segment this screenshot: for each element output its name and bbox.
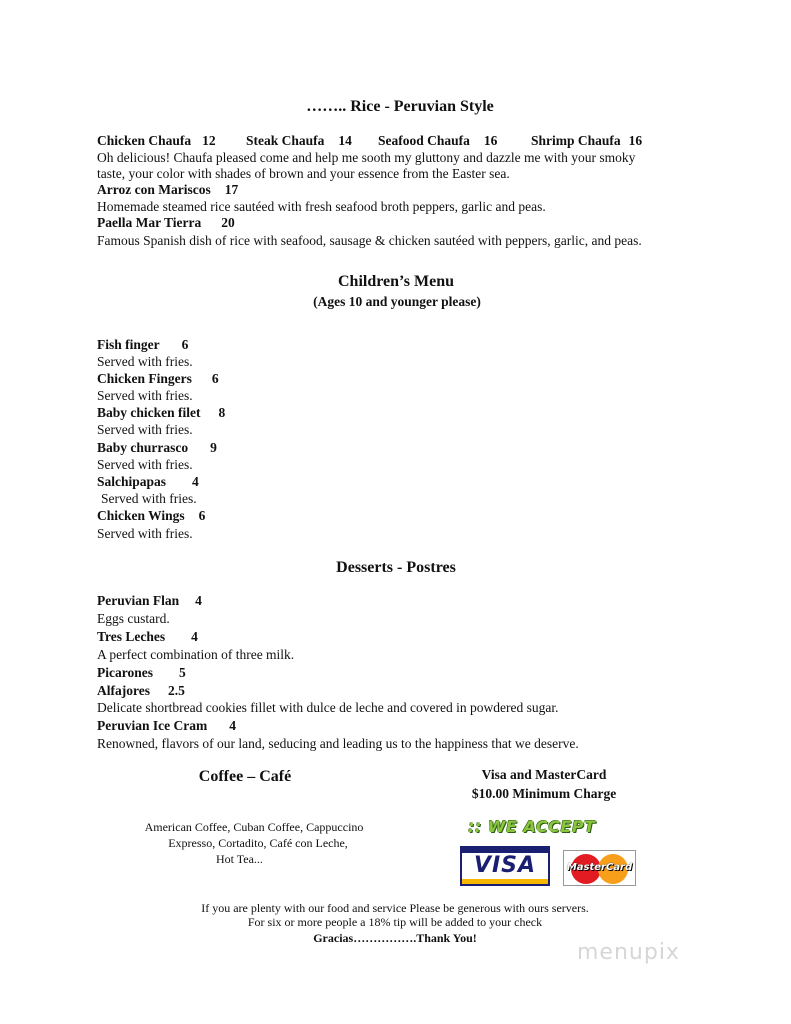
- chaufa-description: Oh delicious! Chaufa pleased come and help me sooth my gluttony and dazzle me with your smoky: [97, 150, 636, 165]
- menupix-watermark: menupix: [577, 940, 680, 965]
- item-description: Delicate shortbread cookies fillet with dulce de leche and covered in powdered sugar.: [97, 700, 559, 715]
- item-name: Baby chicken filet: [97, 405, 201, 420]
- item-price: 4: [229, 718, 236, 733]
- item-name: Alfajores: [97, 683, 150, 698]
- mastercard-logo-text: MasterCard: [566, 862, 633, 873]
- item-price: 17: [224, 182, 239, 197]
- footer-thanks: Gracias…………….Thank You!: [313, 931, 477, 945]
- we-accept-label: :: WE ACCEPT: [468, 817, 596, 836]
- item-name: Tres Leches: [97, 629, 166, 644]
- item-price: 5: [179, 665, 186, 680]
- item-name: Arroz con Mariscos: [97, 182, 211, 197]
- item-description: Served with fries.: [97, 457, 193, 472]
- menu-item-title: [97, 337, 188, 353]
- menu-item-title: [97, 182, 238, 198]
- item-price: 9: [210, 440, 217, 455]
- item-price: 4: [195, 593, 202, 608]
- item-price: 4: [192, 474, 199, 489]
- footer-line: For six or more people a 18% tip will be added to your check: [247, 915, 543, 929]
- menu-item-title: [97, 474, 199, 490]
- payment-cards-line: Visa and MasterCard: [481, 767, 607, 782]
- visa-logo: [460, 846, 550, 886]
- item-name: Chicken Wings: [97, 508, 185, 523]
- chaufa-item-price: 16: [483, 133, 498, 148]
- item-price: 4: [191, 629, 198, 644]
- minimum-charge-line: $10.00 Minimum Charge: [471, 786, 617, 801]
- coffee-list-line: American Coffee, Cuban Coffee, Cappuccino: [144, 820, 364, 834]
- rice-heading: …….. Rice - Peruvian Style: [306, 98, 494, 115]
- item-description: Served with fries.: [97, 422, 193, 437]
- item-price: 6: [198, 508, 206, 523]
- item-description: Renowned, flavors of our land, seducing and leading us to the happiness that we deserve.: [97, 736, 579, 751]
- desserts-heading: Desserts - Postres: [336, 559, 456, 576]
- chaufa-item-name: Steak Chaufa: [246, 133, 325, 148]
- menu-item-title: [97, 683, 185, 699]
- item-description: Served with fries.: [101, 491, 197, 506]
- coffee-heading: Coffee – Café: [198, 768, 292, 785]
- menu-item-title: [97, 215, 235, 231]
- menu-item-title: [97, 371, 219, 387]
- menu-item-title: [97, 440, 217, 456]
- chaufa-row: [531, 133, 642, 149]
- item-name: Baby churrasco: [97, 440, 189, 455]
- item-name: Chicken Fingers: [97, 371, 192, 386]
- item-description: Famous Spanish dish of rice with seafood, sausage & chicken sautéed with peppers, garlic, and peas.: [97, 233, 642, 248]
- coffee-list-line: Expresso, Cortadito, Café con Leche,: [168, 836, 348, 850]
- menu-item-title: [97, 508, 205, 524]
- chaufa-row: [97, 133, 216, 149]
- footer-line: If you are plenty with our food and service Please be generous with ours servers.: [201, 901, 589, 915]
- chaufa-description: taste, your color with shades of brown and your essence from the Easter sea.: [97, 166, 510, 181]
- menu-item-title: [97, 405, 225, 421]
- item-name: Picarones: [97, 665, 153, 680]
- children-heading: Children’s Menu: [337, 273, 455, 290]
- item-description: Served with fries.: [97, 526, 193, 541]
- item-description: A perfect combination of three milk.: [97, 647, 295, 662]
- item-price: 20: [221, 215, 235, 230]
- item-description: Eggs custard.: [97, 611, 170, 626]
- item-name: Peruvian Ice Cram: [97, 718, 208, 733]
- item-price: 8: [218, 405, 226, 420]
- chaufa-item-price: 16: [628, 133, 643, 148]
- menu-item-title: [97, 665, 186, 681]
- item-price: 6: [211, 371, 219, 386]
- item-name: Fish finger: [97, 337, 160, 352]
- item-description: Homemade steamed rice sautéed with fresh seafood broth peppers, garlic and peas.: [97, 199, 546, 214]
- menu-item-title: [97, 629, 198, 645]
- item-name: Paella Mar Tierra: [97, 215, 202, 230]
- children-subheading: (Ages 10 and younger please): [313, 294, 481, 309]
- visa-bottom-band: [462, 879, 548, 884]
- chaufa-item-price: 12: [202, 133, 216, 148]
- chaufa-row: [246, 133, 352, 149]
- chaufa-item-name: Shrimp Chaufa: [531, 133, 621, 148]
- chaufa-item-price: 14: [338, 133, 352, 148]
- item-description: Served with fries.: [97, 388, 193, 403]
- item-description: Served with fries.: [97, 354, 193, 369]
- chaufa-item-name: Seafood Chaufa: [378, 133, 470, 148]
- visa-logo-text: VISA: [473, 853, 537, 878]
- menu-item-title: [97, 718, 236, 734]
- coffee-list-line: Hot Tea...: [216, 852, 263, 866]
- menu-item-title: [97, 593, 202, 609]
- item-name: Peruvian Flan: [97, 593, 180, 608]
- item-name: Salchipapas: [97, 474, 167, 489]
- chaufa-item-name: Chicken Chaufa: [97, 133, 192, 148]
- item-price: 6: [181, 337, 189, 352]
- chaufa-row: [378, 133, 497, 149]
- item-price: 2.5: [168, 683, 185, 698]
- mastercard-logo: [563, 850, 636, 886]
